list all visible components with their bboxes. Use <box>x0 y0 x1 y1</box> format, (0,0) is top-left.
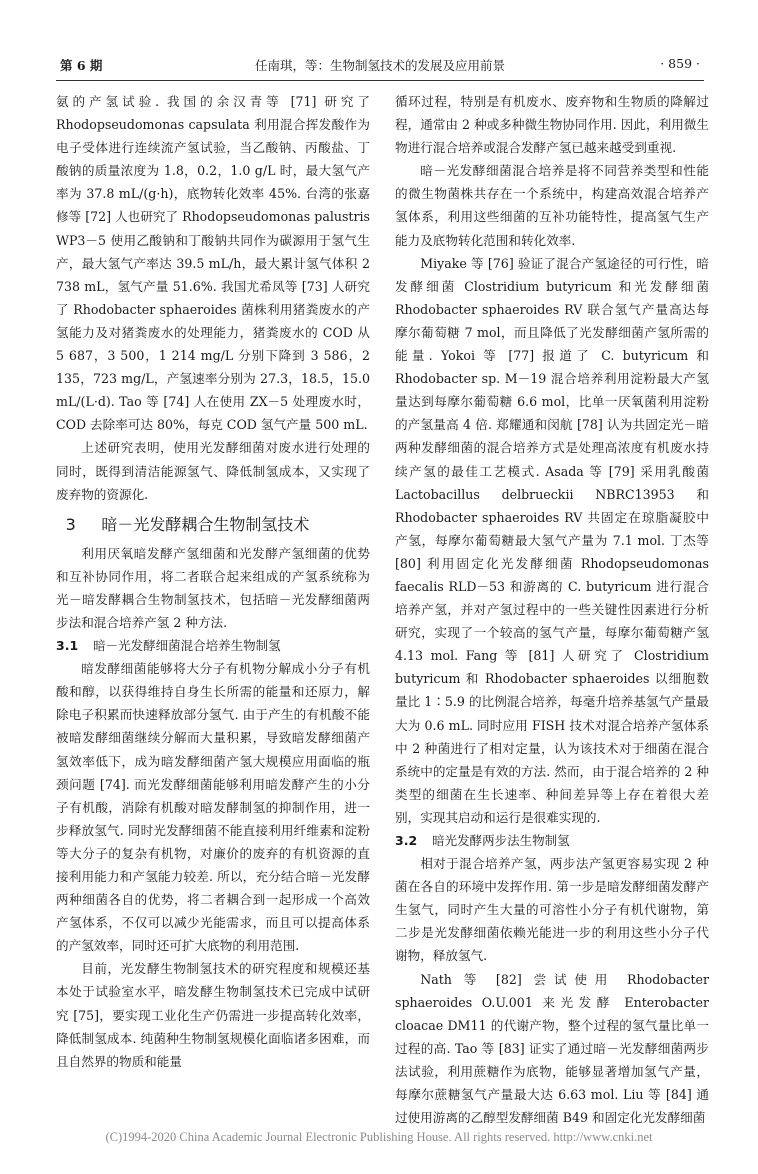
paragraph: Miyake 等 [76] 验证了混合产氢途径的可行性，暗发酵细菌 Clostridium butyricum 和光发酵细菌 Rhodobacter sphaeroides RV 联合氢气产量高达每摩尔葡萄糖 7 mol，而且降低了光发酵细菌产氢所需的能量. Yokoi 等 [77] 报道了 C. butyricum 和 Rhodobacter sp. M－19 混合培养利用淀粉最大产氢量达到每摩尔葡萄糖 6.6 mol，比单一厌氧菌利用淀粉的产氢量高 4 倍. 郑耀通和闵航 [78] 认为共固定光－暗两种发酵细菌的混合培养方式是处理高浓度有机废水持续产氢的最佳工艺模式. Asada 等 [79] 采用乳酸菌 Lactobacillus delbrueckii NBRC13953 和 Rhodobacter sphaeroides RV 共固定在琼脂凝胶中产氢，每摩尔葡萄糖最大氢气产量为 7.1 mol. 丁杰等 [80] 利用固定化光发酵细菌 Rhodopseudomonas faecalis RLD－53 和游离的 C. butyricum 进行混合培养产氢，并对产氢过程中的一些关键性因素进行分析研究，实现了一个较高的氢气产量，每摩尔葡萄糖产氢 4.13 mol. Fang 等 [81] 人研究了 Clostridium butyricum 和 Rhodobacter sphaeroides 以细胞数量比 1∶5.9 的比例混合培养，每毫升培养基氢气产量最大为 0.6 mL. 同时应用 FISH 技术对混合培养产氢体系中 2 种菌进行了相对定量，认为该技术对于细菌在混合系统中的定量是有效的方法. 然而，由于混合培养的 2 种类型的细菌在生长速率、种间差异等上存在着很大差别，实现其启动和运行是很难实现的. <box>395 255 709 825</box>
left-column <box>56 90 370 1073</box>
paragraph: 暗－光发酵细菌混合培养是将不同营养类型和性能的微生物菌株共存在一个系统中，构建高效混合培养产氢体系，利用这些细菌的互补功能特性，提高氢气生产能力及底物转化范围和转化效率. <box>395 163 709 248</box>
paragraph: 利用厌氧暗发酵产氢细菌和光发酵产氢细菌的优势和互补协同作用，将二者联合起来组成的产氢系统称为光－暗发酵耦合生物制氢技术，包括暗－光发酵细菌两步法和混合培养产氢 2 种方法. <box>56 545 370 630</box>
subsection-number: 3.2 <box>395 833 418 848</box>
subsection-title: 暗光发酵两步法生物制氢 <box>432 833 570 848</box>
subsection-title: 暗－光发酵细菌混合培养生物制氢 <box>93 638 281 654</box>
paragraph: 暗发酵细菌能够将大分子有机物分解成小分子有机酸和醇，以获得维持自身生长所需的能量和还原力，解除电子积累而快速释放部分氢气. 由于产生的有机酸不能被暗发酵细菌继续分解而大量积累，导致暗发酵细菌产氢效率低下，成为暗发酵细菌产氢大规模应用面临的瓶颈问题 [74]. 而光发酵细菌能够利用暗发酵产生的小分子有机酸，消除有机酸对暗发酵制氢的抑制作用，进一步释放氢气. 同时光发酵细菌不能直接利用纤维素和淀粉等大分子的复杂有机物，对廉价的废弃的有机资源的直接利用能力和产氢能力较差. 所以，充分结合暗－光发酵两种细菌各自的优势，将二者耦合到一起形成一个高效产氢体系，不仅可以减少光能需求，而且可以提高体系的产氢效率，同时还可扩大底物的利用范围. <box>56 661 370 954</box>
paragraph: 循环过程，特别是有机废水、废弃物和生物质的降解过程，通常由 2 种或多种微生物协同作用. 因此，利用微生物进行混合培养或混合发酵产氢已越来越受到重视. <box>395 94 709 156</box>
section-heading <box>56 512 370 538</box>
paragraph: 上述研究表明，使用光发酵细菌对废水进行处理的同时，既得到清洁能源氢气、降低制氢成本，又实现了废弃物的资源化. <box>56 440 370 502</box>
section-number: 3 <box>65 514 76 534</box>
right-column <box>395 90 709 1129</box>
paragraph: 氨的产氢试验. 我国的余汉青等 [71] 研究了 Rhodopseudomonas capsulata 利用混合挥发酸作为电子受体进行连续流产氢试验，当乙酸钠、丙酸盐、丁酸钠的质量浓度为 1.8，0.2，1.0 g/L 时，最大氢气产率为 37.8 mL/(g·h)，底物转化效率 45%. 台湾的张嘉修等 [72] 人也研究了 Rhodopseudomonas palustris WP3－5 使用乙酸钠和丁酸钠共同作为碳源用于氢气生产，最大氢气产率达 39.5 mL/h，最大累计氢气体积 2 738 mL，氢气产量 51.6%. 我国尤希凤等 [73] 人研究了 Rhodobacter sphaeroides 菌株利用猪粪废水的产氢能力及对猪粪废水的处理能力，猪粪废水的 COD 从 5 687，3 500，1 214 mg/L 分别下降到 3 586，2 135，723 mg/L，产氢速率分别为 27.3，18.5，15.0 mL/(L·d). Tao 等 [74] 人在使用 ZX－5 处理废水时，COD 去除率可达 80%，每克 COD 氢气产量 500 mL. <box>56 94 370 433</box>
paragraph: Nath 等 [82] 尝试使用 Rhodobacter sphaeroides O.U.001 来光发酵 Enterobacter cloacae DM11 的代谢产物，整个过程的氢气量比单一过程的高. Tao 等 [83] 证实了通过暗－光发酵细菌两步法试验，利用蔗糖作为底物，能够显著增加氢气产量，每摩尔蔗糖氢气产量最大达 6.63 mol. Liu 等 [84] 通过使用游离的乙醇型发酵细菌 B49 和固定化光发酵细菌 <box>395 971 709 1126</box>
paragraph: 相对于混合培养产氢，两步法产氢更容易实现 2 种菌在各自的环境中发挥作用. 第一步是暗发酵细菌发酵产生氢气，同时产生大量的可溶性小分子有机代谢物，第二步是光发酵细菌依赖光能进一步的利用这些小分子代谢物，释放氢气. <box>395 856 709 964</box>
subsection-heading <box>395 829 709 852</box>
paragraph: 目前，光发酵生物制氢技术的研究程度和规模还基本处于试验室水平，暗发酵生物制氢技术已完成中试研究 [75]，要实现工业化生产仍需进一步提高转化效率，降低制氢成本. 纯菌种生物制氢规模化面临诸多困难，而且自然界的物质和能量 <box>56 961 370 1069</box>
subsection-heading <box>56 634 370 657</box>
copyright-footer: (C)1994-2020 China Academic Journal Electronic Publishing House. All rights reserved. http://www.cnki.net <box>105 1130 653 1144</box>
section-title: 暗－光发酵耦合生物制氢技术 <box>101 514 310 534</box>
running-title: 任南琪，等：生物制氢技术的发展及应用前景 <box>254 58 505 73</box>
page-header <box>60 56 700 78</box>
header-rule <box>56 80 704 81</box>
page-number: · 859 · <box>660 56 700 71</box>
issue-number: 第 6 期 <box>60 58 103 73</box>
subsection-number: 3.1 <box>56 638 79 654</box>
